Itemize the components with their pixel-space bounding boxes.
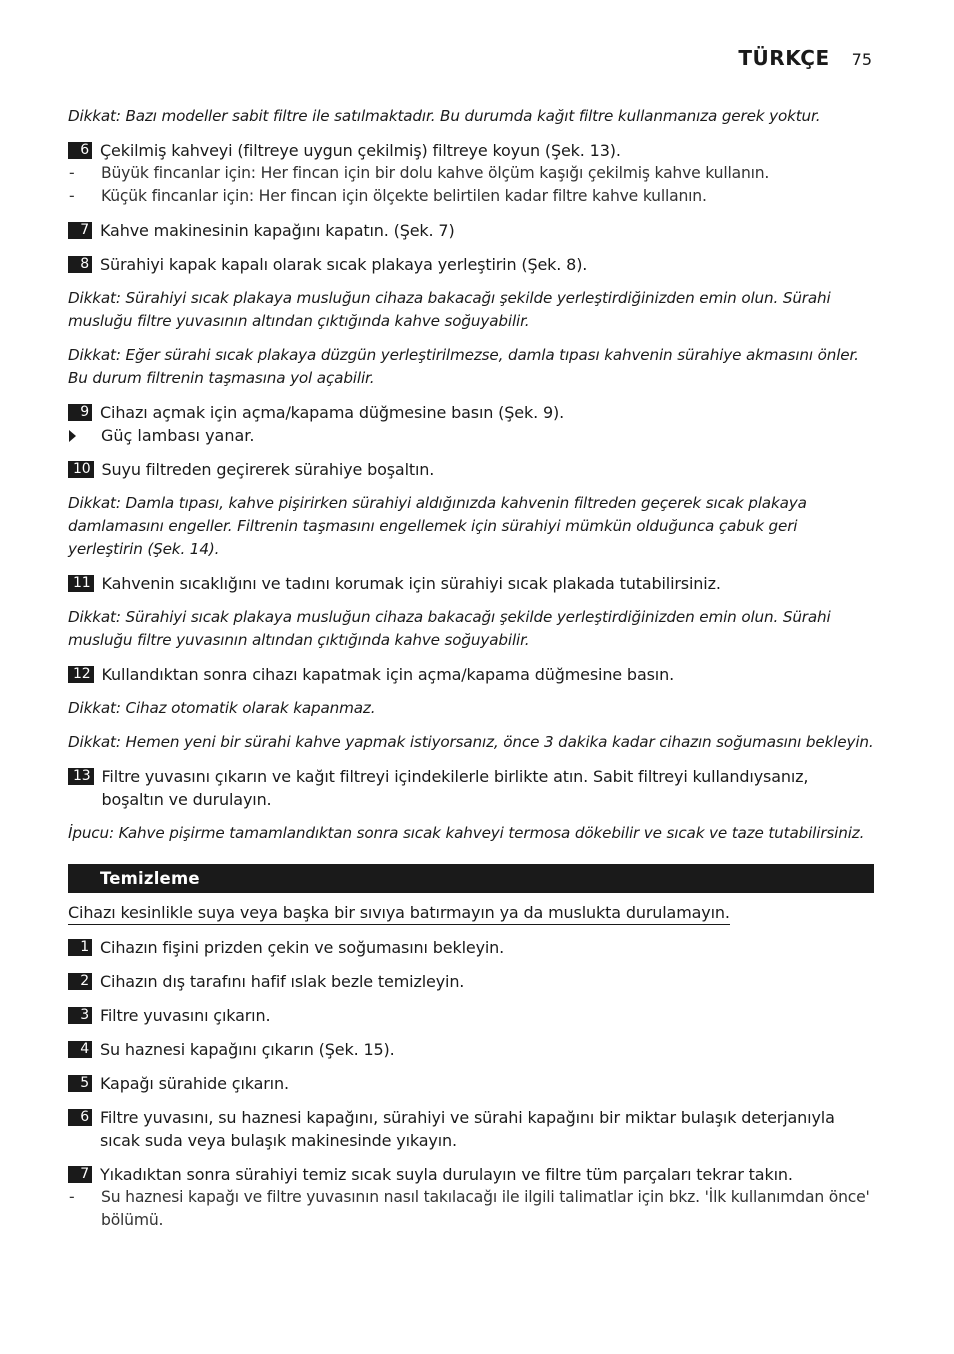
step-text: Kullandıktan sonra cihazı kapatmak için açma/kapama düğmesine basın. xyxy=(101,665,675,684)
note-text: Dikkat: Sürahiyi sıcak plakaya musluğun cihaza bakacağı şekilde yerleştirdiğinizden emin olun. Sürahi musluğu filtre yuvasının altından çıktığında kahve soğuyabilir. xyxy=(68,289,831,330)
sub-item xyxy=(68,1186,874,1232)
sub-item-text: Su haznesi kapağı ve filtre yuvasının nasıl takılacağı ile ilgili talimatlar için bkz. 'İlk kullanımdan önce' bölümü. xyxy=(101,1188,870,1229)
step-text: Su haznesi kapağını çıkarın (Şek. 15). xyxy=(100,1040,395,1059)
step-item xyxy=(68,458,874,481)
step-number-badge: 3 xyxy=(68,1007,92,1024)
note-text: Dikkat: Hemen yeni bir sürahi kahve yapmak istiyorsanız, önce 3 dakika kadar cihazın soğumasını bekleyin. xyxy=(68,733,874,751)
step-item xyxy=(68,572,874,595)
step-item xyxy=(68,1038,874,1061)
step-number-badge: 7 xyxy=(68,222,92,239)
page-header xyxy=(738,46,872,76)
step-item xyxy=(68,1072,874,1095)
note-text: Dikkat: Sürahiyi sıcak plakaya musluğun cihaza bakacağı şekilde yerleştirdiğinizden emin olun. Sürahi musluğu filtre yuvasının altından çıktığında kahve soğuyabilir. xyxy=(68,608,831,649)
language-heading: TÜRKÇE xyxy=(738,46,830,70)
section-heading: Temizleme xyxy=(68,864,874,893)
step-item xyxy=(68,401,874,424)
step-number-badge: 2 xyxy=(68,973,92,990)
sub-item-text: Büyük fincanlar için: Her fincan için bir dolu kahve ölçüm kaşığı çekilmiş kahve kullanın. xyxy=(101,164,770,182)
step-item xyxy=(68,1004,874,1027)
result-arrow-icon xyxy=(69,430,76,442)
sub-item xyxy=(68,162,874,185)
step-number-badge: 9 xyxy=(68,404,92,421)
warning-text: Cihazı kesinlikle suya veya başka bir sıvıya batırmayın ya da muslukta durulamayın. xyxy=(68,901,730,925)
dash-bullet: - xyxy=(69,164,75,182)
step-text: Cihazın dış tarafını hafif ıslak bezle temizleyin. xyxy=(100,972,465,991)
step-number-badge: 13 xyxy=(68,768,94,785)
step-number-badge: 8 xyxy=(68,256,92,273)
step-text: Suyu filtreden geçirerek sürahiye boşaltın. xyxy=(101,460,435,479)
step-text: Kahvenin sıcaklığını ve tadını korumak için sürahiyi sıcak plakada tutabilirsiniz. xyxy=(101,574,721,593)
step-item xyxy=(68,970,874,993)
step-item xyxy=(68,219,874,242)
result-item xyxy=(68,424,874,447)
result-text: Güç lambası yanar. xyxy=(101,426,255,445)
sub-item-text: Küçük fincanlar için: Her fincan için ölçekte belirtilen kadar filtre kahve kullanın. xyxy=(101,187,707,205)
note-text: Dikkat: Eğer sürahi sıcak plakaya düzgün yerleştirilmezse, damla tıpası kahvenin sürahiye akmasını önler. Bu durum filtrenin taşmasına yol açabilir. xyxy=(68,346,859,387)
warning-block xyxy=(68,901,874,936)
step-text: Filtre yuvasını çıkarın. xyxy=(100,1006,271,1025)
note-text: İpucu: Kahve pişirme tamamlandıktan sonra sıcak kahveyi termosa dökebilir ve sıcak ve taze tutabilirsiniz. xyxy=(68,824,865,842)
step-item xyxy=(68,139,874,162)
step-number-badge: 11 xyxy=(68,575,94,592)
step-number-badge: 6 xyxy=(68,142,92,159)
step-item xyxy=(68,936,874,959)
dash-bullet: - xyxy=(69,187,75,205)
step-item xyxy=(68,765,874,811)
step-text: Cihazı açmak için açma/kapama düğmesine basın (Şek. 9). xyxy=(100,403,565,422)
step-text: Cihazın fişini prizden çekin ve soğumasını bekleyin. xyxy=(100,938,505,957)
page-number: 75 xyxy=(851,50,872,69)
step-text: Sürahiyi kapak kapalı olarak sıcak plakaya yerleştirin (Şek. 8). xyxy=(100,255,588,274)
step-number-badge: 5 xyxy=(68,1075,92,1092)
sub-item xyxy=(68,185,874,208)
step-text: Yıkadıktan sonra sürahiyi temiz sıcak suyla durulayın ve filtre tüm parçaları tekrar takın. xyxy=(100,1165,793,1184)
step-text: Kahve makinesinin kapağını kapatın. (Şek. 7) xyxy=(100,221,455,240)
step-number-badge: 6 xyxy=(68,1109,92,1126)
note-text: Dikkat: Cihaz otomatik olarak kapanmaz. xyxy=(68,699,376,717)
step-item xyxy=(68,663,874,686)
note-text: Dikkat: Bazı modeller sabit filtre ile satılmaktadır. Bu durumda kağıt filtre kullanmanıza gerek yoktur. xyxy=(68,107,821,125)
step-number-badge: 4 xyxy=(68,1041,92,1058)
manual-content xyxy=(68,105,874,1232)
step-item xyxy=(68,253,874,276)
step-item xyxy=(68,1106,874,1152)
step-number-badge: 12 xyxy=(68,666,94,683)
step-text: Kapağı sürahide çıkarın. xyxy=(100,1074,289,1093)
step-text: Filtre yuvasını, su haznesi kapağını, sürahiyi ve sürahi kapağını bir miktar bulaşık deterjanıyla sıcak suda veya bulaşık makinesinde yıkayın. xyxy=(100,1108,835,1150)
step-number-badge: 1 xyxy=(68,939,92,956)
note-text: Dikkat: Damla tıpası, kahve pişirirken sürahiyi aldığınızda kahvenin filtreden geçerek sıcak plakaya damlamasını engeller. Filtrenin taşmasını engellemek için sürahiyi mümkün olduğunca çabuk geri yerleştirin (Şek. 14). xyxy=(68,494,807,558)
step-text: Çekilmiş kahveyi (filtreye uygun çekilmiş) filtreye koyun (Şek. 13). xyxy=(100,141,621,160)
dash-bullet: - xyxy=(69,1188,75,1206)
step-text: Filtre yuvasını çıkarın ve kağıt filtreyi içindekilerle birlikte atın. Sabit filtreyi kullandıysanız, boşaltın ve durulayın. xyxy=(101,767,809,809)
step-number-badge: 10 xyxy=(68,461,94,478)
step-item xyxy=(68,1163,874,1186)
step-number-badge: 7 xyxy=(68,1166,92,1183)
